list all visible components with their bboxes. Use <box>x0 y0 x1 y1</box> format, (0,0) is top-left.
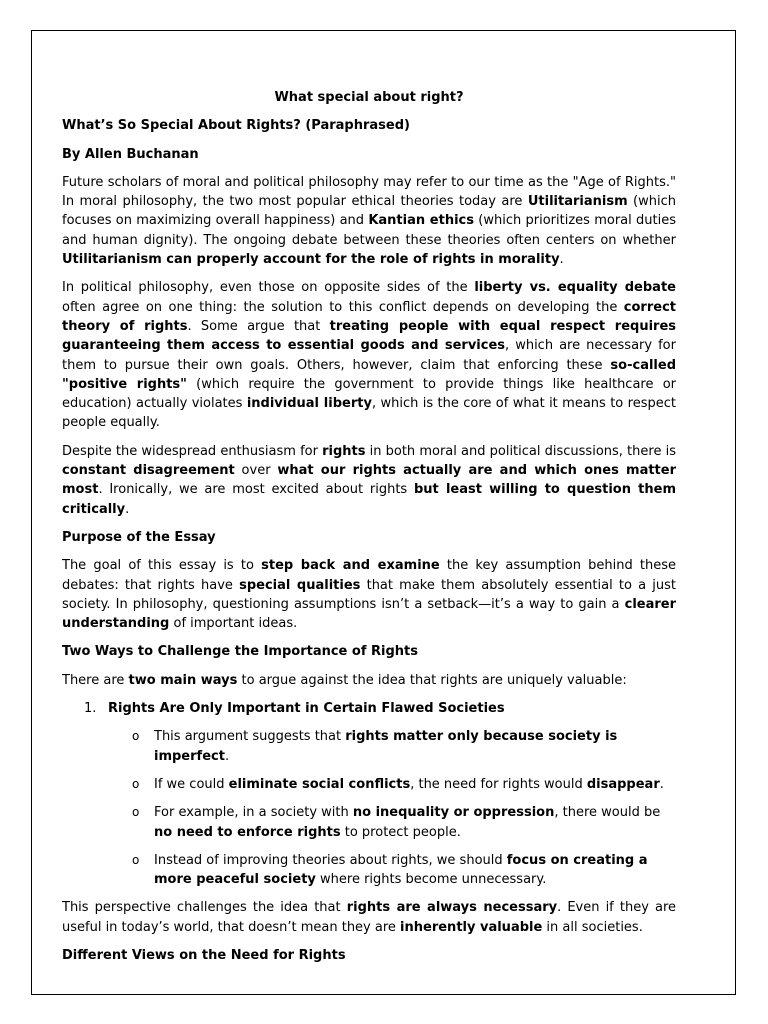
bold-text: step back and examine <box>261 558 440 574</box>
paragraph-disagreement: Despite the widespread enthusiasm for rights in both moral and political discussions, there is constant disagreement over what our rights actually are and which ones matter most. Ironically, we are most excited about rights but least willing to question them critically. <box>62 443 676 517</box>
document-subtitle: What’s So Special About Rights? (Paraphrased) <box>62 118 410 134</box>
bold-text: rights matter only because society is imperfect <box>154 729 618 764</box>
heading-two-ways: Two Ways to Challenge the Importance of Rights <box>62 644 418 660</box>
heading-purpose: Purpose of the Essay <box>62 529 216 545</box>
paragraph-perspective: This perspective challenges the idea that rights are always necessary. Even if they are useful in today’s world, that doesn’t mean they are inherently valuable in all societies. <box>62 900 677 935</box>
bold-text: inherently valuable <box>400 919 543 935</box>
bold-text: constant disagreement <box>62 463 235 479</box>
document-title: What special about right? <box>274 90 464 105</box>
bold-text: Utilitarianism can properly account for the role of rights in morality <box>62 252 560 268</box>
bold-text: what our rights actually are and which ones matter most <box>62 463 676 498</box>
bold-text: disappear <box>586 776 660 792</box>
bold-text: liberty vs. equality debate <box>474 280 676 296</box>
sub-bullet <box>62 775 676 794</box>
bold-text: no inequality or oppression <box>352 805 555 821</box>
sub-bullet-text: Instead of improving theories about rights, we should focus on creating a more peaceful society where rights become unnecessary. <box>154 852 648 888</box>
sub-bullet-text: If we could eliminate social conflicts, the need for rights would disappear. <box>154 776 664 792</box>
sub-bullet-text: For example, in a society with no inequality or oppression, there would be no need to enforce rights to protect people. <box>154 805 661 840</box>
numbered-list <box>62 699 676 889</box>
bold-text: special qualities <box>239 577 361 593</box>
paragraph-age-of-rights: Future scholars of moral and political philosophy may refer to our time as the "Age of Rights." In moral philosophy, the two most popular ethical theories today are Utilitarianism (which focuses on maximizing overall happiness) and Kantian ethics (which prioritizes moral duties and human dignity). The ongoing debate between these theories often centers on whether Utilitarianism can properly account for the role of rights in morality. <box>62 174 676 268</box>
paragraph-political-philosophy: In political philosophy, even those on opposite sides of the liberty vs. equality debate often agree on one thing: the solution to this conflict depends on developing the correct theory of rights. Some argue that treating people with equal respect requires guaranteeing them access to essential goods and services, which are necessary for them to pursue their own goals. Others, however, claim that enforcing these so-called "positive rights" (which require the government to provide things like healthcare or education) actually violates individual liberty, which is the core of what it means to respect people equally. <box>62 280 677 431</box>
circle-bullet-icon: o <box>132 805 140 820</box>
sub-bullet <box>62 851 676 890</box>
document-body <box>62 88 676 974</box>
paragraph-purpose: The goal of this essay is to step back and examine the key assumption behind these debates: that rights have special qualities that make them absolutely essential to a just society. In philosophy, questioning assumptions isn’t a setback—it’s a way to gain a clearer understanding of important ideas. <box>62 558 677 632</box>
bold-text: eliminate social conflicts <box>228 776 411 792</box>
circle-bullet-icon: o <box>132 776 140 791</box>
bold-text: Utilitarianism <box>527 194 628 210</box>
bold-text: Kantian ethics <box>368 213 474 229</box>
bold-text: individual liberty <box>246 396 372 412</box>
bold-text: rights <box>322 443 366 459</box>
bold-text: treating people with equal respect requires guaranteeing them access to essential goods and services <box>62 318 676 354</box>
sub-bullet <box>62 803 676 842</box>
sub-bullet-text: This argument suggests that rights matter only because society is imperfect. <box>154 729 618 764</box>
heading-different-views: Different Views on the Need for Rights <box>62 947 346 963</box>
list-item <box>62 699 676 718</box>
bold-text: but least willing to question them critically <box>62 482 676 517</box>
bold-text: no need to enforce rights <box>154 824 341 840</box>
bold-text: correct theory of rights <box>62 299 676 334</box>
circle-bullet-icon: o <box>132 852 140 867</box>
list-number: 1. <box>84 701 97 717</box>
bold-text: rights are always necessary <box>346 900 558 916</box>
bold-text: clearer understanding <box>62 596 676 632</box>
bold-text: so-called "positive rights" <box>62 357 676 392</box>
circle-bullet-icon: o <box>132 729 140 744</box>
sub-bullet <box>62 727 676 766</box>
paragraph-two-ways: There are two main ways to argue against the idea that rights are uniquely valuable: <box>62 672 627 688</box>
document-author: By Allen Buchanan <box>62 146 199 162</box>
list-item-label: Rights Are Only Important in Certain Flawed Societies <box>108 701 505 717</box>
bold-text: two main ways <box>128 672 238 688</box>
bold-text: focus on creating a more peaceful society <box>154 852 648 888</box>
